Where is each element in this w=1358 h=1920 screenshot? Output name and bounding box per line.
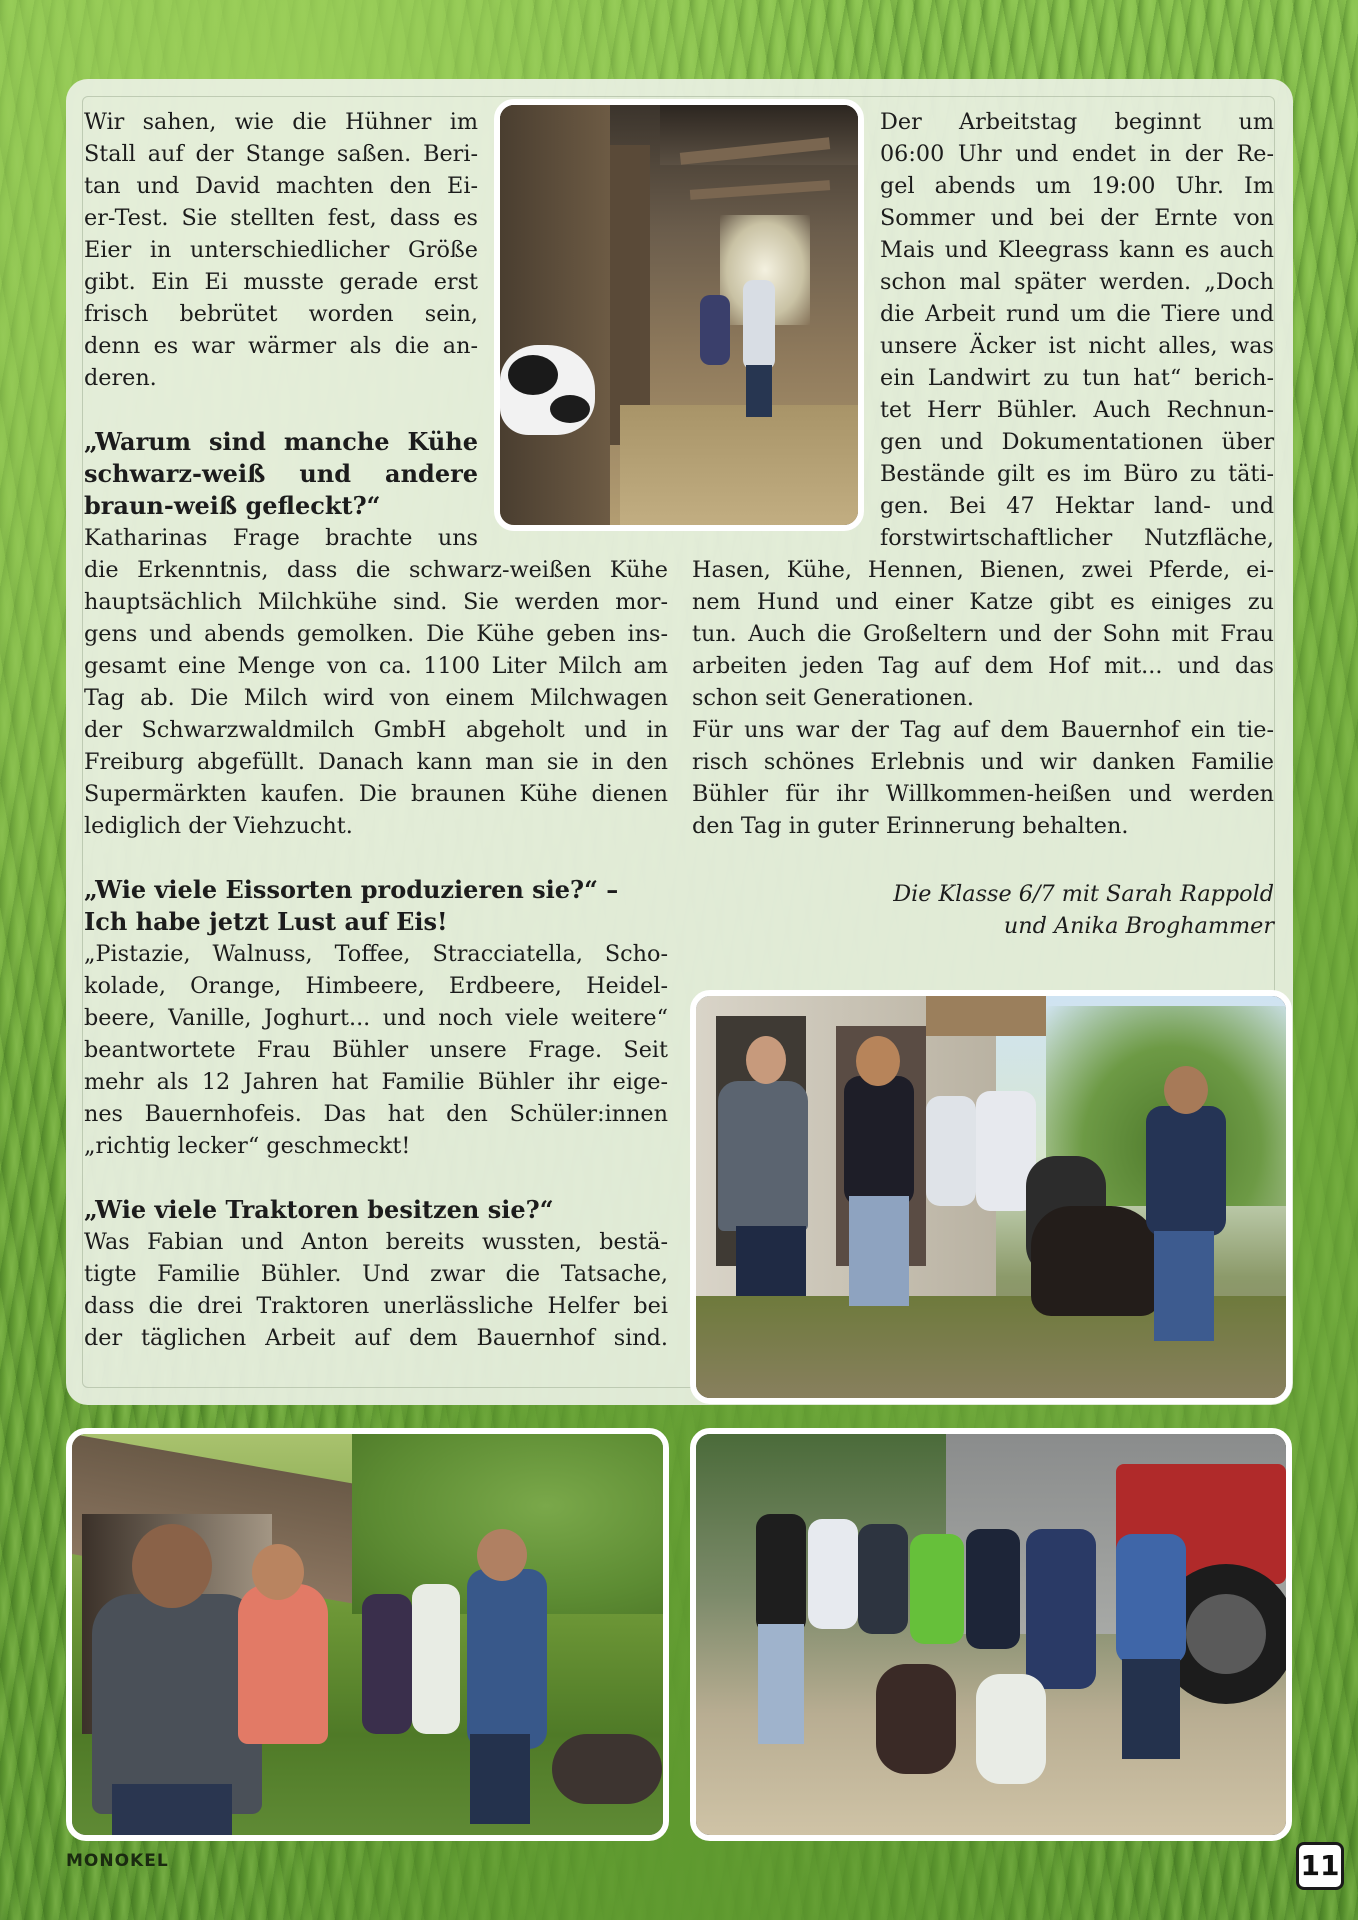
- text-line: schon mal später werden. „Doch: [880, 269, 1274, 295]
- heading-line: braun-weiß gefleckt?“: [84, 491, 381, 520]
- text-line: tet Herr Bühler. Auch Rechnun-: [880, 397, 1274, 423]
- text-line: ein Landwirt zu tun hat“ berich-: [880, 365, 1274, 391]
- tractor-heading: „Wie viele Traktoren besitzen sie?“: [84, 1195, 554, 1224]
- text-line: Für uns war der Tag auf dem Bauernhof ein tie-: [692, 717, 1274, 743]
- text-line: Wir sahen, wie die Hühner im: [84, 109, 478, 135]
- text-line: Mais und Kleegrass kann es auch: [880, 237, 1274, 263]
- text-line: nem Hund und einer Katze gibt es einiges zu: [692, 589, 1274, 615]
- text-line: der täglichen Arbeit auf dem Bauernhof sind.: [84, 1325, 668, 1351]
- text-line: hauptsächlich Milchkühe sind. Sie werden mor-: [84, 589, 668, 615]
- farm-paragraph: [692, 554, 1274, 714]
- heading-line: „Wie viele Eissorten produzieren sie?“ –: [84, 875, 619, 904]
- text-line: forstwirtschaftlicher Nutzfläche,: [880, 525, 1274, 551]
- text-column-right: [692, 554, 1274, 842]
- text-column-right-top: [880, 106, 1274, 554]
- text-line: Tag ab. Die Milch wird von einem Milchwagen: [84, 685, 668, 711]
- text-line: lediglich der Viehzucht.: [84, 813, 353, 839]
- text-column-left-top: [84, 106, 478, 554]
- icecream-heading: [84, 874, 668, 938]
- text-line: arbeiten jeden Tag auf dem Hof mit... und das: [692, 653, 1274, 679]
- text-line: denn es war wärmer als die an-: [84, 333, 478, 359]
- text-line: Supermärkten kaufen. Die braunen Kühe dienen: [84, 781, 668, 807]
- text-line: nes Bauernhofeis. Das hat den Schüler:innen: [84, 1101, 668, 1127]
- closing-paragraph: [692, 714, 1274, 842]
- text-line: er-Test. Sie stellten fest, dass es: [84, 205, 478, 231]
- text-line: der Schwarzwaldmilch GmbH abgeholt und in: [84, 717, 668, 743]
- text-line: tun. Auch die Großeltern und der Sohn mit Frau: [692, 621, 1274, 647]
- text-line: „richtig lecker“ geschmeckt!: [84, 1133, 411, 1159]
- text-column-left: [84, 554, 668, 1354]
- text-line: mehr als 12 Jahren hat Familie Bühler ihr eige-: [84, 1069, 668, 1095]
- author-signature: [700, 878, 1274, 942]
- garden-talk-photo: [66, 1428, 669, 1841]
- text-line: gel abends um 19:00 Uhr. Im: [880, 173, 1274, 199]
- group-tractor-photo: [690, 1428, 1292, 1841]
- group-pony-photo: [690, 990, 1292, 1404]
- text-line: Eier in unterschiedlicher Größe: [84, 237, 478, 263]
- text-line: Sommer und bei der Ernte von: [880, 205, 1274, 231]
- text-line: den Tag in guter Erinnerung behalten.: [692, 813, 1129, 839]
- text-line: unsere Äcker ist nicht alles, was: [880, 333, 1274, 359]
- text-line: gens und abends gemolken. Die Kühe geben ins-: [84, 621, 668, 647]
- text-line: „Pistazie, Walnuss, Toffee, Stracciatella, Scho-: [84, 941, 668, 967]
- tractor-paragraph: [84, 1226, 668, 1354]
- text-line: beere, Vanille, Joghurt... und noch viele weitere“: [84, 1005, 668, 1031]
- text-line: kolade, Orange, Himbeere, Erdbeere, Heidel-: [84, 973, 668, 999]
- barn-photo: [494, 99, 864, 531]
- text-line: gibt. Ein Ei musste gerade erst: [84, 269, 478, 295]
- text-line: tan und David machten den Ei-: [84, 173, 478, 199]
- signature-line: Die Klasse 6/7 mit Sarah Rappold: [893, 881, 1274, 907]
- text-line: risch schönes Erlebnis und wir danken Familie: [692, 749, 1274, 775]
- text-line: gen. Bei 47 Hektar land- und: [880, 493, 1274, 519]
- page-number: 11: [1296, 1842, 1344, 1890]
- text-line: die Arbeit rund um die Tiere und: [880, 301, 1274, 327]
- text-line: 06:00 Uhr und endet in der Re-: [880, 141, 1274, 167]
- text-line: deren.: [84, 365, 157, 391]
- heading-line: „Warum sind manche Kühe: [84, 427, 478, 456]
- text-line: gesamt eine Menge von ca. 1100 Liter Milch am: [84, 653, 668, 679]
- text-line: Hasen, Kühe, Hennen, Bienen, zwei Pferde, ei-: [692, 557, 1274, 583]
- text-line: Freiburg abgefüllt. Danach kann man sie in den: [84, 749, 668, 775]
- text-line: gen und Dokumentationen über: [880, 429, 1274, 455]
- text-line: die Erkenntnis, dass die schwarz-weißen Kühe: [84, 557, 668, 583]
- cows-paragraph: [84, 554, 668, 842]
- text-line: schon seit Generationen.: [692, 685, 975, 711]
- text-line: Der Arbeitstag beginnt um: [880, 109, 1274, 135]
- heading-line: Ich habe jetzt Lust auf Eis!: [84, 907, 448, 936]
- text-line: Was Fabian und Anton bereits wussten, bestä-: [84, 1229, 668, 1255]
- cows-heading: [84, 426, 478, 522]
- text-line: beantwortete Frau Bühler unsere Frage. Seit: [84, 1037, 668, 1063]
- text-line: tigte Familie Bühler. Und zwar die Tatsache,: [84, 1261, 668, 1287]
- text-line: Bühler für ihr Willkommen-heißen und werden: [692, 781, 1274, 807]
- text-line: dass die drei Traktoren unerlässliche Helfer bei: [84, 1293, 668, 1319]
- text-line: Stall auf der Stange saßen. Beri-: [84, 141, 478, 167]
- text-line: Bestände gilt es im Büro zu täti-: [880, 461, 1274, 487]
- text-line: frisch bebrütet worden sein,: [84, 301, 478, 327]
- signature-line: und Anika Broghammer: [1003, 913, 1274, 939]
- chicken-paragraph: [84, 106, 478, 394]
- heading-line: schwarz-weiß und andere: [84, 459, 478, 488]
- icecream-paragraph: [84, 938, 668, 1162]
- text-line: Katharinas Frage brachte uns: [84, 525, 478, 551]
- magazine-brand: MONOKEL: [66, 1851, 169, 1871]
